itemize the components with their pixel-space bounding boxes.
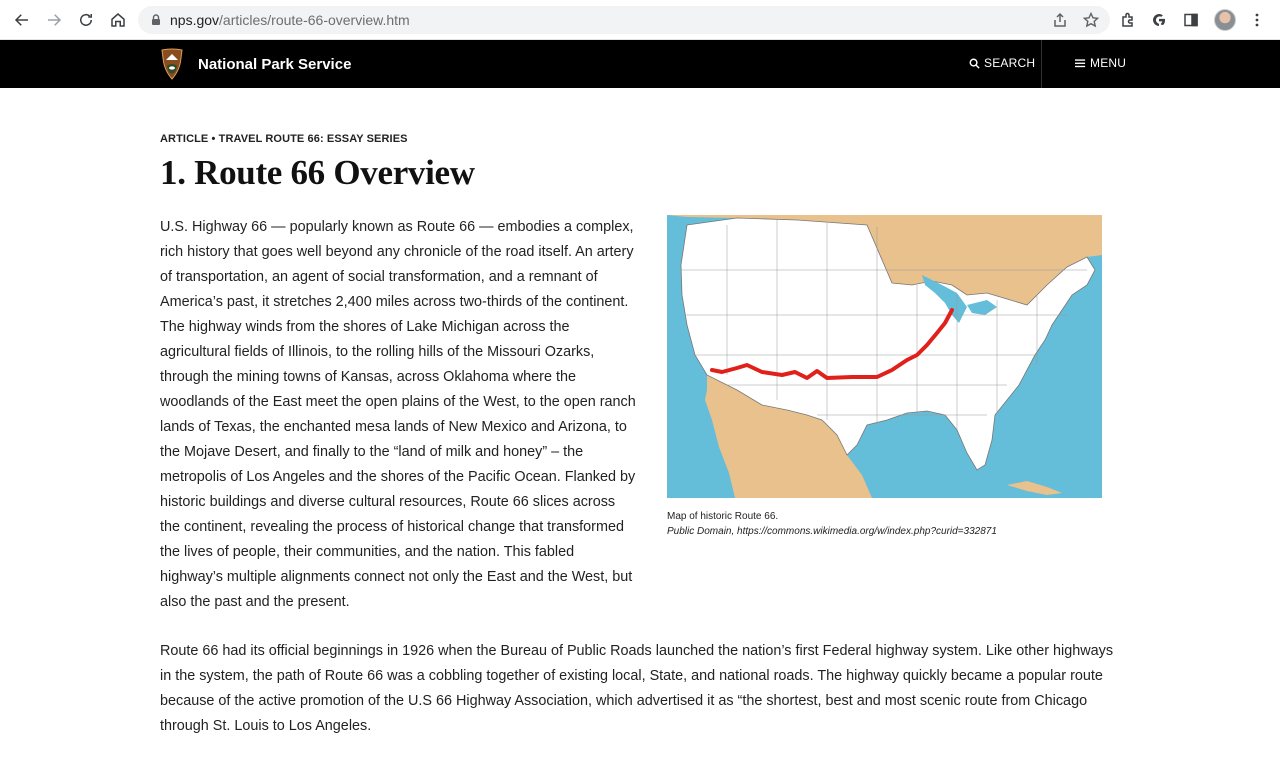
lock-icon	[150, 14, 162, 26]
site-header	[0, 40, 1280, 88]
map-caption: Map of historic Route 66.	[667, 511, 779, 522]
star-icon[interactable]	[1079, 8, 1103, 32]
url-path: /articles/route-66-overview.htm	[219, 12, 410, 28]
map-image	[667, 215, 1102, 498]
menu-label: MENU	[1090, 56, 1127, 70]
extensions-icon[interactable]	[1116, 8, 1140, 32]
sidepanel-icon[interactable]	[1179, 8, 1203, 32]
article-paragraph-2: Route 66 had its official beginnings in 1926 when the Bureau of Public Roads launched the nation’s first Federal highway system. Like other highways in the system, the path of Route 66 was a cobbling together of existing local, State, and national roads. The highway quickly became a popular route because of the active promotion of the U.S 66 Highway Association, which advertised it as “the shortest, best and most scenic route from Chicago through St. Louis to Los Angeles.	[160, 643, 1114, 734]
header-divider	[1041, 40, 1042, 88]
map-credit: Public Domain, https://commons.wikimedia.org/w/index.php?curid=332871	[667, 526, 997, 537]
share-icon[interactable]	[1048, 8, 1072, 32]
reload-icon[interactable]	[74, 8, 98, 32]
address-bar[interactable]	[138, 6, 1110, 34]
browser-toolbar	[0, 0, 1280, 40]
google-icon[interactable]	[1147, 8, 1171, 32]
article-kicker: ARTICLE • TRAVEL ROUTE 66: ESSAY SERIES	[160, 133, 408, 145]
article-paragraph-1: U.S. Highway 66 — popularly known as Route 66 — embodies a complex, rich history that goes well beyond any chronicle of the road itself. An artery of transportation, an agent of social transformation, and a remnant of America’s past, it stretches 2,400 miles across two-thirds of the continent. The highway winds from the shores of Lake Michigan across the agricultural fields of Illinois, to the rolling hills of the Missouri Ozarks, through the mining towns of Kansas, across Oklahoma where the woodlands of the East meet the open plains of the West, to the open ranch lands of Texas, the enchanted mesa lands of New Mexico and Arizona, to the Mojave Desert, and finally to the “land of milk and honey” – the metropolis of Los Angeles and the shores of the Pacific Ocean. Flanked by historic buildings and diverse cultural resources, Route 66 slices across the continent, revealing the process of historical change that transformed the lives of people, their communities, and the nation. This fabled highway’s multiple alignments connect not only the East and the West, but also the past and the present.	[160, 219, 636, 610]
page-title: 1. Route 66 Overview	[160, 153, 475, 192]
search-button[interactable]	[969, 56, 1035, 70]
home-icon[interactable]	[106, 8, 130, 32]
url-host: nps.gov	[170, 12, 220, 28]
brand-name[interactable]: National Park Service	[198, 56, 352, 73]
hamburger-icon	[1075, 58, 1086, 69]
menu-button[interactable]	[1075, 56, 1126, 70]
route-66-map[interactable]	[667, 215, 1102, 498]
avatar[interactable]	[1214, 9, 1236, 31]
search-icon	[969, 58, 980, 69]
nps-arrowhead-logo[interactable]	[160, 48, 184, 80]
menu-dots-icon[interactable]	[1245, 8, 1269, 32]
back-icon[interactable]	[10, 8, 34, 32]
forward-icon[interactable]	[42, 8, 66, 32]
search-label: SEARCH	[984, 56, 1036, 70]
